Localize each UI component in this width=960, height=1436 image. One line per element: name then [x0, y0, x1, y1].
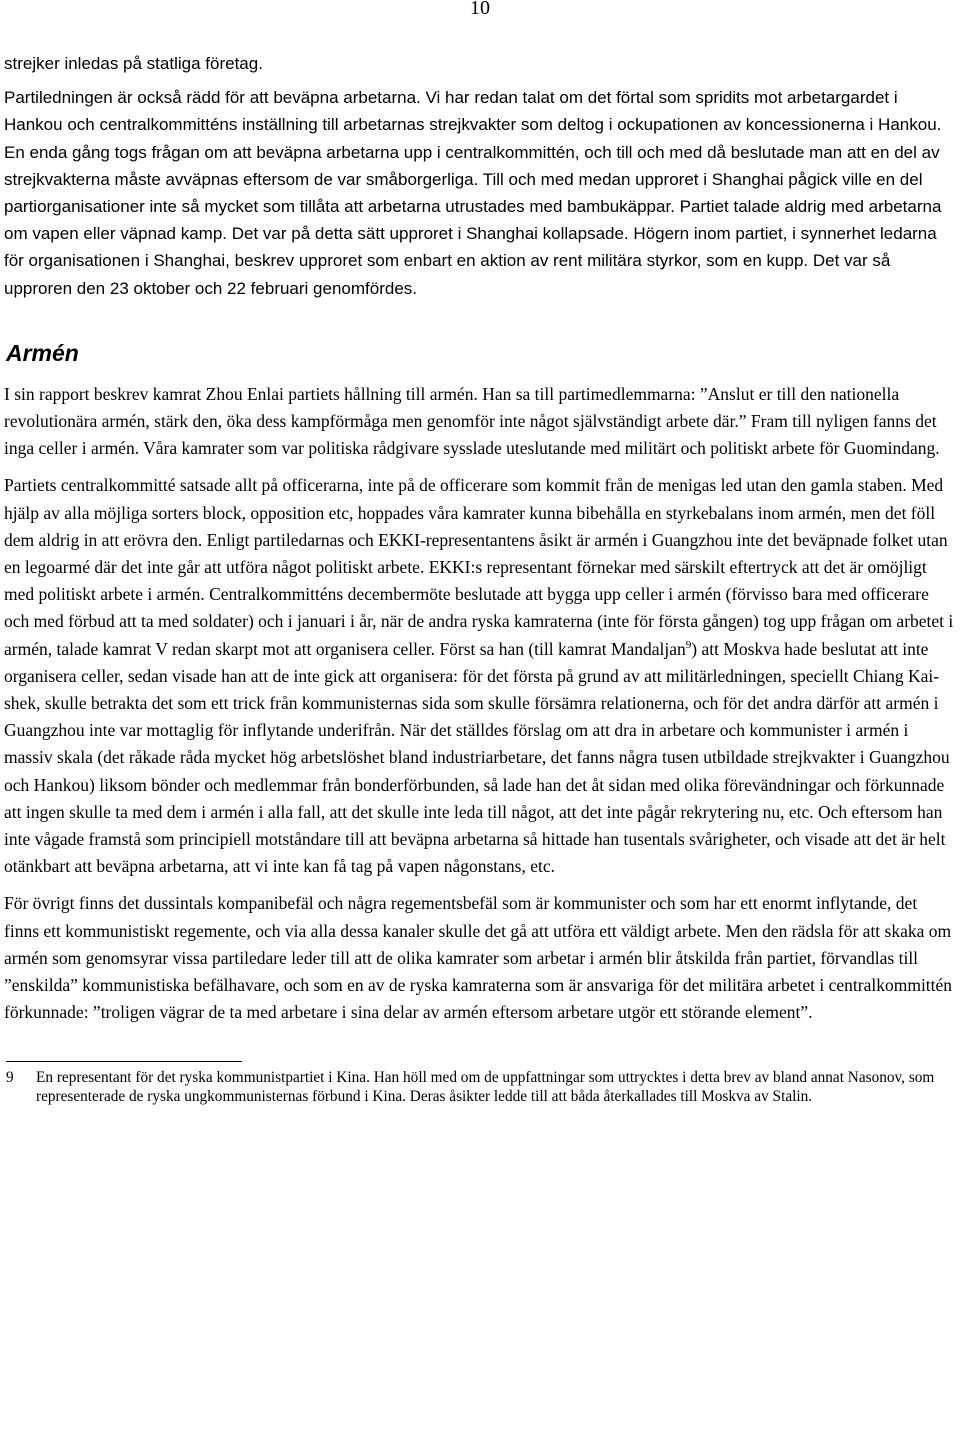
footnote-number: 9 — [6, 1068, 14, 1086]
footnote-reference[interactable]: 9 — [685, 638, 692, 651]
paragraph: Partiledningen är också rädd för att beväpna arbetarna. Vi har redan talat om det förtal som spridits mot arbetargardet i Hankou och centralkommitténs inställning till arbetarnas strejkvakter som deltog i ockupationen av koncessionerna i Hankou. En enda gång togs frågan om att beväpna arbetarna upp i centralkommittén, och till och med då beslutade man att en del av strejkvakterna måste avväpnas eftersom de var småborgerliga. Till och med medan upproret i Shanghai pågick ville en del partiorganisationer inte så mycket som tillåta att arbetarna utrustades med bambukäppar. Partiet talade aldrig med arbetarna om vapen eller väpnad kamp. Det var på detta sätt upproret i Shanghai kollapsade. Högern inom partiet, i synnerhet ledarna för organisationen i Shanghai, beskrev upproret som enbart en aktion av rent militära styrkor, som en kupp. Det var så upproren den 23 oktober och 22 februari genomfördes. — [4, 88, 942, 298]
section-two — [4, 381, 954, 1027]
paragraph: I sin rapport beskrev kamrat Zhou Enlai partiets hållning till armén. Han sa till partimedlemmarna: ”Anslut er till den nationella revolutionära armén, stärk den, öka dess kampförmåga men genomför inte något självständigt arbete där.” Fram till nyligen fanns det inga celler i armén. Våra kamrater som var politiska rådgivare sysslade uteslutande med militärt och politiskt arbete för Guomindang. — [4, 383, 940, 459]
paragraph-text: Partiets centralkommitté satsade allt på officerarna, inte på de officerare som kommit från de menigas led utan den gamla staben. Med hjälp av alla möjliga sorters block, opposition etc, hoppades våra kamrater kunna bibehålla en styrkebalans inom armén, men det föll dem aldrig in att erövra den. Enligt partiledarnas och EKKI-representantens åsikt är armén i Guangzhou inte det beväpnade folket utan en legoarmé där det inte går att utföra något politiskt arbete. EKKI:s representant förnekar med särskilt eftertryck att det är omöjligt med politiskt arbete i armén. Centralkommitténs decembermöte beslutade att bygga upp celler i armén (förvisso bara med officerare och med förbud att ta med soldater) och i januari i år, när de andra ryska kamraterna (inte för första gången) tog upp frågan om arbetet i armén, talade kamrat V redan skarpt mot att organisera celler. Först sa han (till kamrat Mandaljan — [4, 475, 954, 659]
footnote-text: En representant för det ryska kommunistpartiet i Kina. Han höll med om de uppfattningar som uttrycktes i detta brev av bland annat Nasonov, som representerade de ryska ungkommunisternas förbund i Kina. Deras åsikter ledde till att båda återkallades till Moskva av Stalin. — [36, 1068, 935, 1106]
page-content — [4, 50, 954, 1107]
page-number: 10 — [470, 0, 490, 19]
paragraph: strejker inledas på statliga företag. — [4, 54, 263, 73]
paragraph: För övrigt finns det dussintals kompanibefäl och några regementsbefäl som är kommunister och som har ett enormt inflytande, det finns ett kommunistiskt regemente, och via alla dessa kanaler skulle det gå att utföra ett väldigt arbete. Men den rädsla för att skaka om armén som genomsyrar vissa partiledare leder till att de olika kamrater som arbetar i armén blir åtskilda från partiet, förvandlas till ”enskilda” kommunistiska befälhavare, och som en av de ryska kamraterna som är ansvariga för det militära arbetet i centralkommittén förkunnade: ”troligen vägrar de ta med arbetare i sina delar av armén eftersom arbetare utgör ett störande element”. — [4, 893, 953, 1023]
section-heading: Armén — [6, 339, 79, 366]
paragraph — [4, 472, 954, 880]
section-one — [4, 50, 954, 302]
paragraph-text: ) att Moskva hade beslutat att inte organisera celler, sedan visade han att de inte gick att organisera: för det första på grund av att militärledningen, speciellt Chiang Kai-shek, skulle betrakta det som ett trick från kommunisternas sida som skulle försämra relationerna, och för det andra därför att armén i Guangzhou inte var mottaglig för inflytande underifrån. När det ställdes förslag om att dra in arbetare och kommunister i armén i massiv skala (det råkade råda mycket hög arbetslöshet bland industriarbetare, det fanns några tusen utbildade strejkvakter i Guangzhou och Hankou) liksom bönder och medlemmar från bonderförbunden, så lade han det åt sidan med olika förevändningar och förkunnade att ingen skulle ta med dem i armén i alla fall, att det skulle inte leda till något, att det inte pågår rekrytering nu, etc. Och eftersom han inte vågade framstå som principiell motståndare till att beväpna arbetarna så hittade han tusentals svårigheter, och visade att det är helt otänkbart att beväpna arbetarna, att vi inte kan få tag på vapen någonstans, etc. — [4, 638, 950, 877]
footnote — [4, 1068, 954, 1107]
footnote-divider — [6, 1061, 242, 1062]
